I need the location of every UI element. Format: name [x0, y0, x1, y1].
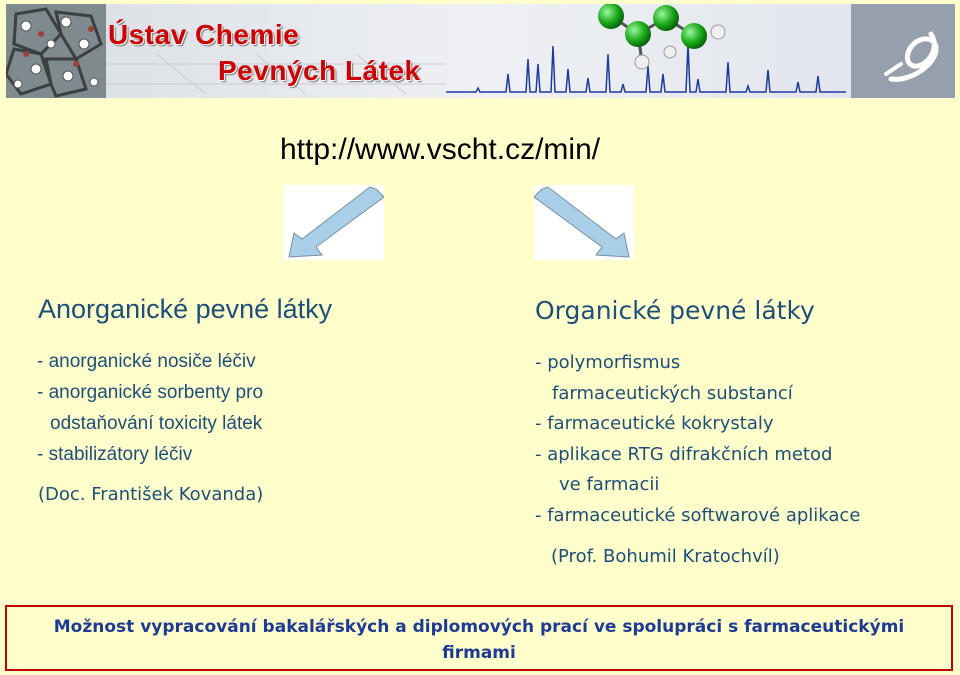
inorganic-list	[37, 346, 263, 470]
list-item: - stabilizátory léčiv	[37, 444, 193, 465]
website-url[interactable]: http://www.vscht.cz/min/	[280, 133, 601, 166]
organic-list	[535, 348, 860, 531]
organic-credit: (Prof. Bohumil Kratochvíl)	[551, 546, 780, 567]
crystal-structure-icon	[6, 4, 106, 98]
inorganic-heading: Anorganické pevné látky	[38, 294, 333, 324]
arrow-down-left-icon	[284, 185, 384, 260]
list-item	[37, 408, 263, 439]
organic-heading: Organické pevné látky	[535, 296, 815, 325]
list-item-text: ve farmacii	[559, 474, 660, 495]
list-item: - farmaceutické kokrystaly	[535, 413, 774, 434]
inorganic-credit: (Doc. František Kovanda)	[38, 484, 264, 505]
list-item: - farmaceutické softwarové aplikace	[535, 504, 861, 526]
list-item: - anorganické nosiče léčiv	[37, 351, 256, 372]
banner-title-line2: Pevných Látek	[218, 55, 421, 86]
list-item-text: odstaňování toxicity látek	[50, 413, 263, 434]
banner-title-line1: Ústav Chemie	[108, 19, 300, 50]
list-item: - polymorfismus	[535, 352, 681, 373]
list-item: - aplikace RTG difrakčních metod	[535, 443, 833, 465]
footer-note: Možnost vypracování bakalářských a diplomových prací ve spolupráci s farmaceutickými firmami	[5, 605, 953, 671]
list-item	[535, 379, 860, 410]
list-item: - anorganické sorbenty pro	[37, 382, 264, 403]
institute-logo-icon	[851, 4, 955, 98]
arrow-down-right-icon	[534, 185, 634, 260]
header-banner	[6, 4, 955, 98]
list-item	[535, 470, 860, 501]
list-item-text: farmaceutických substancí	[552, 382, 793, 404]
